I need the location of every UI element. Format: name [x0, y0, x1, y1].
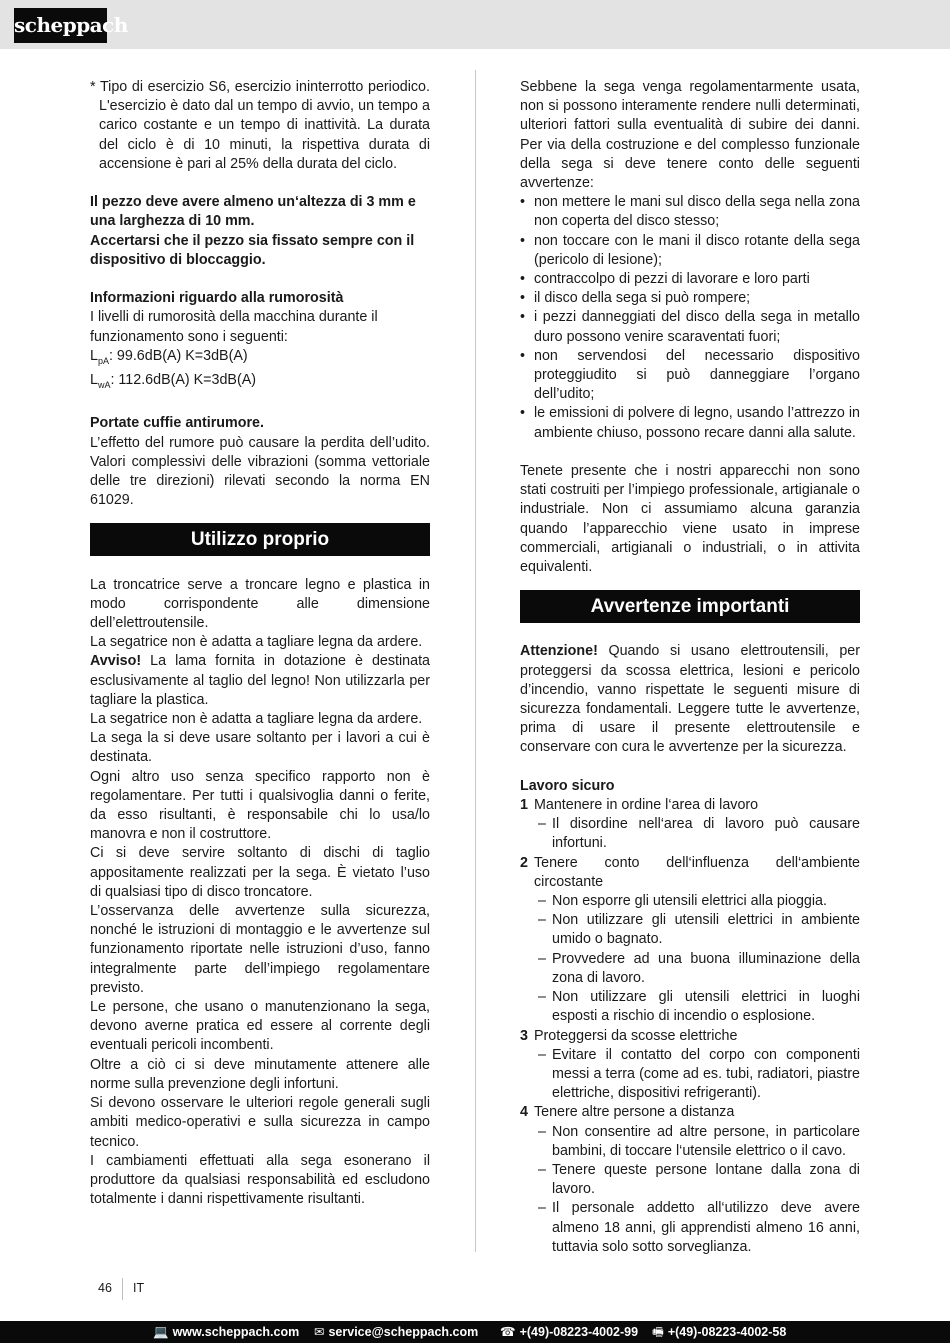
- fax-icon: 🖷: [652, 1325, 664, 1339]
- list-item: • il disco della sega si può rompere;: [520, 289, 860, 308]
- attention-paragraph: Attenzione! Quando si usano elettroutensili, per proteggersi da scossa elettrica, lesioni e pericolo d’incendio, vanno rispettate le seguenti misure di sicurezza fondamentali. Leggere tutte le avvertenze, prima di usare il presente elettroutensile e conservare con cura le avvertenze per la sicurezza.: [520, 643, 860, 756]
- safety-item: 4 Tenere altre persone a distanza: [520, 1104, 735, 1121]
- residual-risk-list: [520, 193, 860, 443]
- safety-item: 1 Mantenere in ordine l‘area di lavoro: [520, 797, 759, 814]
- safety-subitem: – Non esporre gli utensili elettrici alla pioggia.: [520, 892, 860, 911]
- scheppach-logo: scheppach: [14, 8, 107, 43]
- safety-subitem: – Tenere queste persone lontane dalla zona di lavoro.: [520, 1161, 860, 1199]
- workpiece-size-warning: Il pezzo deve avere almeno un‘altezza di 3 mm e una larghezza di 10 mm.: [90, 194, 416, 230]
- header-bar: [0, 0, 950, 49]
- lpa-value: $L_{pA}$: 99.6dB(A) K=3dB(A): [90, 347, 248, 366]
- safety-subitem: – Evitare il contatto del corpo con componenti messi a terra (come ad es. tubi, radiatori, piastre elettriche, dispositivi refrigeranti).: [520, 1046, 860, 1104]
- use-warning: Avviso! La lama fornita in dotazione è destinata esclusivamente al taglio del legno! Non utilizzarla per tagliare la plastica.: [90, 653, 430, 708]
- phone-icon: ☎: [500, 1325, 516, 1339]
- column-divider: [475, 70, 476, 1252]
- use-paragraph: L’osservanza delle avvertenze sulla sicurezza, nonché le istruzioni di montaggio e le avvertenze sul funzionamento riportate nelle istruzioni d’uso, fanno integralmente parte dell’impiego regolamentare previsto.: [90, 903, 430, 996]
- safety-subitem: – Il personale addetto all‘utilizzo deve avere almeno 18 anni, gli apprendisti almeno 16 anni, tuttavia solo sotto sorveglianza.: [520, 1199, 860, 1257]
- footer-website[interactable]: 💻 www.scheppach.com: [153, 1321, 299, 1343]
- list-item: • le emissioni di polvere di legno, usando l’attrezzo in ambiente chiuso, possono recare danni alla salute.: [520, 404, 860, 442]
- use-paragraph: Ogni altro uso senza specifico rapporto non è regolamentare. Per tutti i qualsivoglia danni o ferite, da esso risultanti, è responsabile chi lo usa/lo manovra e non il costruttore.: [90, 768, 430, 843]
- safety-item: 2 Tenere conto dell‘influenza dell‘ambiente circostante: [520, 854, 860, 890]
- use-paragraph: La segatrice non è adatta a tagliare legna da ardere.: [90, 634, 423, 651]
- list-item: • contraccolpo di pezzi di lavorare e loro parti: [520, 270, 860, 289]
- use-paragraph: Le persone, che usano o manutenzionano la sega, devono averne pratica ed essere al corrente degli eventuali pericoli incombenti.: [90, 999, 430, 1054]
- left-column: [90, 78, 430, 1209]
- right-column: [520, 78, 860, 1257]
- safety-subitem: – Provvedere ad una buona illuminazione della zona di lavoro.: [520, 950, 860, 988]
- language-code: IT: [133, 1281, 145, 1295]
- residual-risk-intro: Sebbene la sega venga regolamentarmente usata, non si possono interamente rendere nulli determinati, ulteriori fattori sulla eventualità di subire dei danni. Per via della costruzione e del complesso funzionale della sega si deve tenere conto delle seguenti avvertenze:: [520, 79, 860, 192]
- footer-phone: ☎ +(49)-08223-4002-99: [500, 1321, 638, 1343]
- lwa-value: $L_{wA}$: 112.6dB(A) K=3dB(A): [90, 372, 257, 391]
- computer-icon: 💻: [153, 1325, 169, 1339]
- noise-intro: I livelli di rumorosità della macchina durante il funzionamento sono i seguenti:: [90, 309, 378, 345]
- section-title-utilizzo: Utilizzo proprio: [90, 523, 430, 556]
- use-paragraph: La segatrice non è adatta a tagliare legna da ardere.: [90, 711, 423, 728]
- use-paragraph: La sega la si deve usare soltanto per i lavori a cui è destinata.: [90, 730, 430, 766]
- list-item: • i pezzi danneggiati del disco della sega in metallo duro possono venire scaraventati fuori;: [520, 308, 860, 346]
- use-paragraph: Ci si deve servire soltanto di dischi di taglio appositamente realizzati per la sega. È vietato l’uso di qualsiasi tipo di disco troncatore.: [90, 845, 430, 900]
- use-paragraph: Si devono osservare le ulteriori regole generali sugli ambiti medico-operativi e sulla sicurezza in campo tecnico.: [90, 1095, 430, 1150]
- use-paragraph: Oltre a ciò ci si deve minutamente attenere alle norme sulla prevenzione degli infortuni.: [90, 1056, 430, 1092]
- list-item: • non mettere le mani sul disco della sega nella zona non coperta del disco stesso;: [520, 193, 860, 231]
- section-title-avvertenze: Avvertenze importanti: [520, 590, 860, 623]
- page-number-separator: [122, 1278, 123, 1300]
- workpiece-clamp-warning: Accertarsi che il pezzo sia fissato sempre con il dispositivo di bloccaggio.: [90, 232, 415, 268]
- footer-fax: 🖷 +(49)-08223-4002-58: [652, 1321, 786, 1343]
- professional-use-notice: Tenete presente che i nostri apparecchi non sono stati costruiti per l’impiego professionale, artigianale o industriale. Non ci assumiamo alcuna garanzia quando l’apparecchio viene usato in imprese commerciali, artigianali o industriali, o in attivita equivalenti.: [520, 463, 860, 576]
- page-number: 46: [98, 1281, 112, 1295]
- footer-bar: [0, 1321, 950, 1343]
- safety-item: 3 Proteggersi da scosse elettriche: [520, 1027, 738, 1044]
- safety-subitem: – Non utilizzare gli utensili elettrici in ambiente umido o bagnato.: [520, 911, 860, 949]
- operating-mode-note: * Tipo di esercizio S6, esercizio ininterrotto periodico. L'esercizio è dato dal un tempo di avvio, un tempo a carico costante e un tempo di inattività. La durata del ciclo è di 10 minuti, la rispettiva durata di accensione è pari al 25% della durata del ciclo.: [90, 79, 430, 172]
- safety-subitem: – Non utilizzare gli utensili elettrici in luoghi esposti a rischio di incendio o esplosione.: [520, 988, 860, 1026]
- safe-work-heading: Lavoro sicuro: [520, 777, 615, 794]
- list-item: • non servendosi del necessario dispositivo proteggiudito si può danneggiare l’organo dell’udito;: [520, 347, 860, 405]
- noise-heading: Informazioni riguardo alla rumorosità: [90, 290, 344, 307]
- use-paragraph: La troncatrice serve a troncare legno e plastica in modo corrispondente alle dimensione dell’elettroutensile.: [90, 576, 430, 632]
- safety-subitem: – Il disordine nell‘area di lavoro può causare infortuni.: [520, 815, 860, 853]
- ear-protection-heading: Portate cuffie antirumore.: [90, 415, 264, 432]
- use-paragraph: I cambiamenti effettuati alla sega esonerano il produttore da qualsiasi responsabilità ed escludono totalmente i danni rispettivamente risultanti.: [90, 1152, 430, 1208]
- mail-icon: ✉: [314, 1325, 325, 1339]
- safety-subitem: – Non consentire ad altre persone, in particolare bambini, di toccare l‘utensile elettrico o il cavo.: [520, 1123, 860, 1161]
- list-item: • non toccare con le mani il disco rotante della sega (pericolo di lesione);: [520, 232, 860, 270]
- ear-protection-text: L’effetto del rumore può causare la perdita dell’udito. Valori complessivi delle vibrazioni (somma vettoriale delle tre direzioni) rilevati secondo la norma EN 61029.: [90, 434, 430, 509]
- footer-email[interactable]: ✉ service@scheppach.com: [314, 1321, 478, 1343]
